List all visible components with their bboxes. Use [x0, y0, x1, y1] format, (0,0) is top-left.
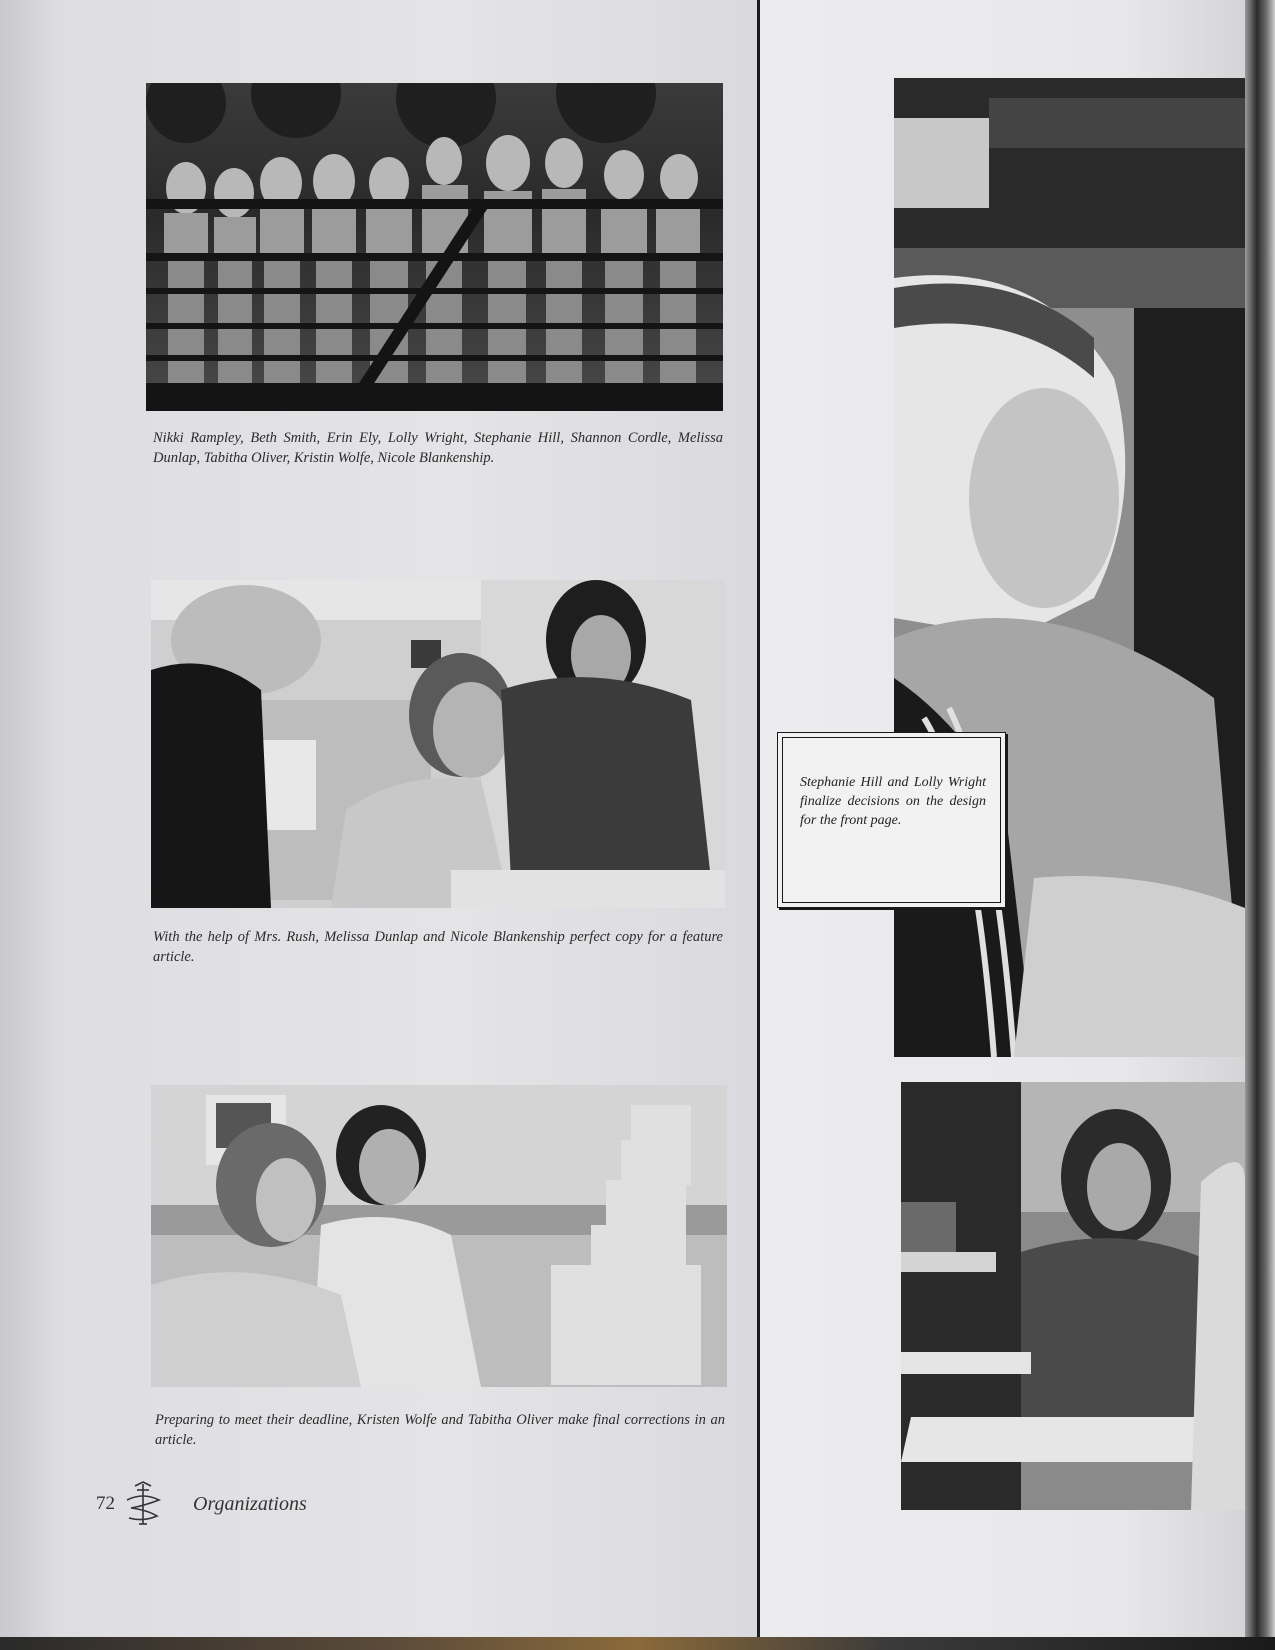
page-edge-shadow: [1245, 0, 1275, 1637]
dragon-torch-emblem-icon: [121, 1480, 165, 1528]
deadline-photo-caption: Preparing to meet their deadline, Kristen Wolfe and Tabitha Oliver make final corrections in an article.: [155, 1412, 725, 1448]
help-photo-caption: With the help of Mrs. Rush, Melissa Dunlap and Nicole Blankenship perfect copy for a feature article.: [153, 929, 723, 965]
help-photo: [151, 580, 725, 908]
callout-caption-box: [777, 732, 1006, 908]
page-folio: [96, 1484, 307, 1524]
bottom-edge: [0, 1637, 1275, 1650]
student-at-desk-photo: [901, 1082, 1245, 1510]
group-photo-caption: Nikki Rampley, Beth Smith, Erin Ely, Lolly Wright, Stephanie Hill, Shannon Cordle, Melissa Dunlap, Tabitha Oliver, Kristin Wolfe, Nicole Blankenship.: [153, 430, 723, 466]
page-gutter: [757, 0, 760, 1637]
callout-caption: Stephanie Hill and Lolly Wright finalize decisions on the design for the front page.: [800, 775, 986, 828]
group-photo: [146, 83, 723, 411]
deadline-photo: [151, 1085, 727, 1387]
page-number: 72: [96, 1493, 115, 1514]
front-page-design-photo: [894, 78, 1245, 1057]
section-name: Organizations: [193, 1492, 307, 1515]
